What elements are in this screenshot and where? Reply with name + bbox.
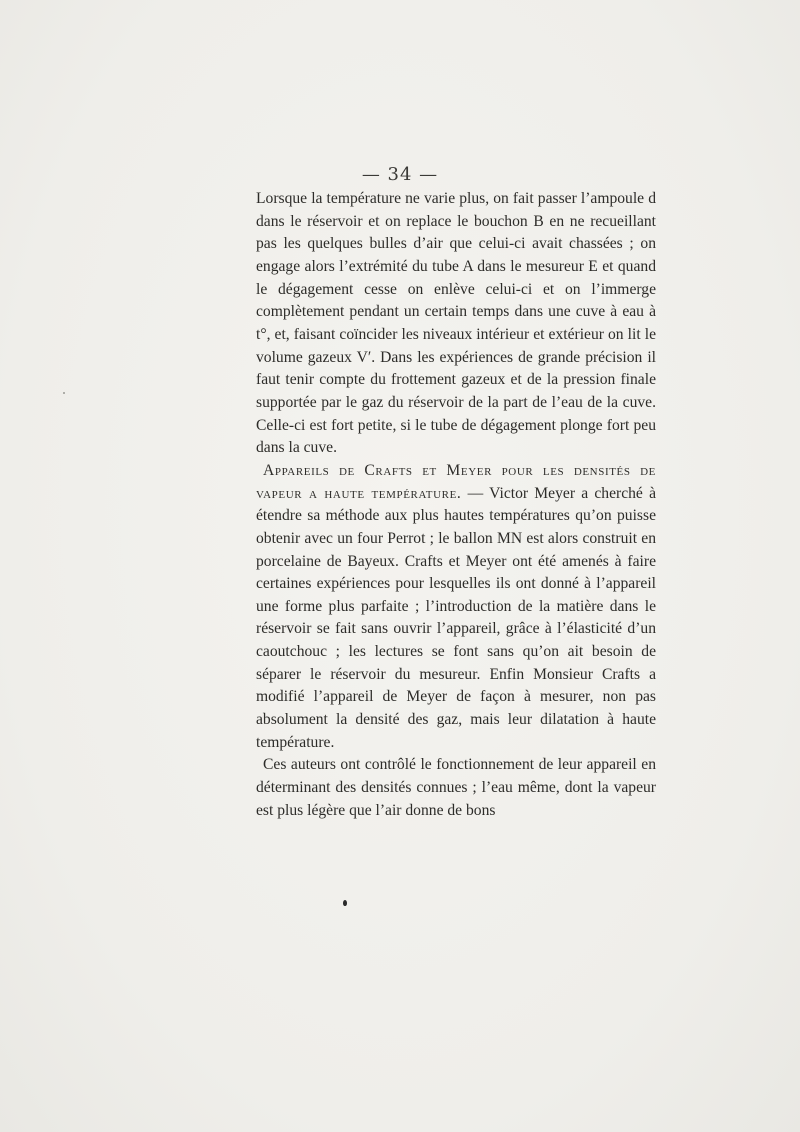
ink-speck <box>343 900 347 906</box>
section-heading: Appareils de Crafts et Meyer pour les densités de vapeur a haute température. <box>256 461 656 502</box>
paper-speck <box>63 392 65 394</box>
body-text <box>256 188 656 822</box>
page-number: — 34 — <box>361 164 439 185</box>
paragraph-1: Lorsque la température ne varie plus, on fait passer l’ampoule d dans le réservoir et on replace le bouchon B en ne recueillant pas les quelques bulles d’air que celui-ci avait chassées ; on engage alors l’extrémité du tube A dans le mesureur E et quand le dégagement cesse on enlève celui-ci et on l’immerge complètement pendant un certain temps dans une cuve à eau à t°, et, faisant coïncider les niveaux intérieur et extérieur on lit le volume gazeux V′. Dans les expériences de grande précision il faut tenir compte du frottement gazeux et de la pression finale supportée par le gaz du réservoir de la part de l’eau de la cuve. Celle-ci est fort petite, si le tube de dégagement plonge fort peu dans la cuve. <box>256 190 656 457</box>
paragraph-2 <box>256 460 656 755</box>
paragraph-2-text: — Victor Meyer a cherché à étendre sa méthode aux plus hautes températures qu’on puisse obtenir avec un four Perrot ; le ballon MN est alors construit en porcelaine de Bayeux. Crafts et Meyer ont été amenés à faire certaines expériences pour lesquelles ils ont donné à l’appareil une forme plus parfaite ; l’introduction de la matière dans le réservoir se fait sans ouvrir l’appareil, grâce à l’élasticité d’un caoutchouc ; les lectures se font sans qu’on ait besoin de séparer le réservoir du mesureur. Enfin Monsieur Crafts a modifié l’appareil de Meyer de façon à mesurer, non pas absolument la densité des gaz, mais leur dilatation à haute température. <box>256 484 656 751</box>
paragraph-3: Ces auteurs ont contrôlé le fonctionnement de leur appareil en déterminant des densités connues ; l’eau même, dont la vapeur est plus légère que l’air donne de bons <box>256 756 656 819</box>
